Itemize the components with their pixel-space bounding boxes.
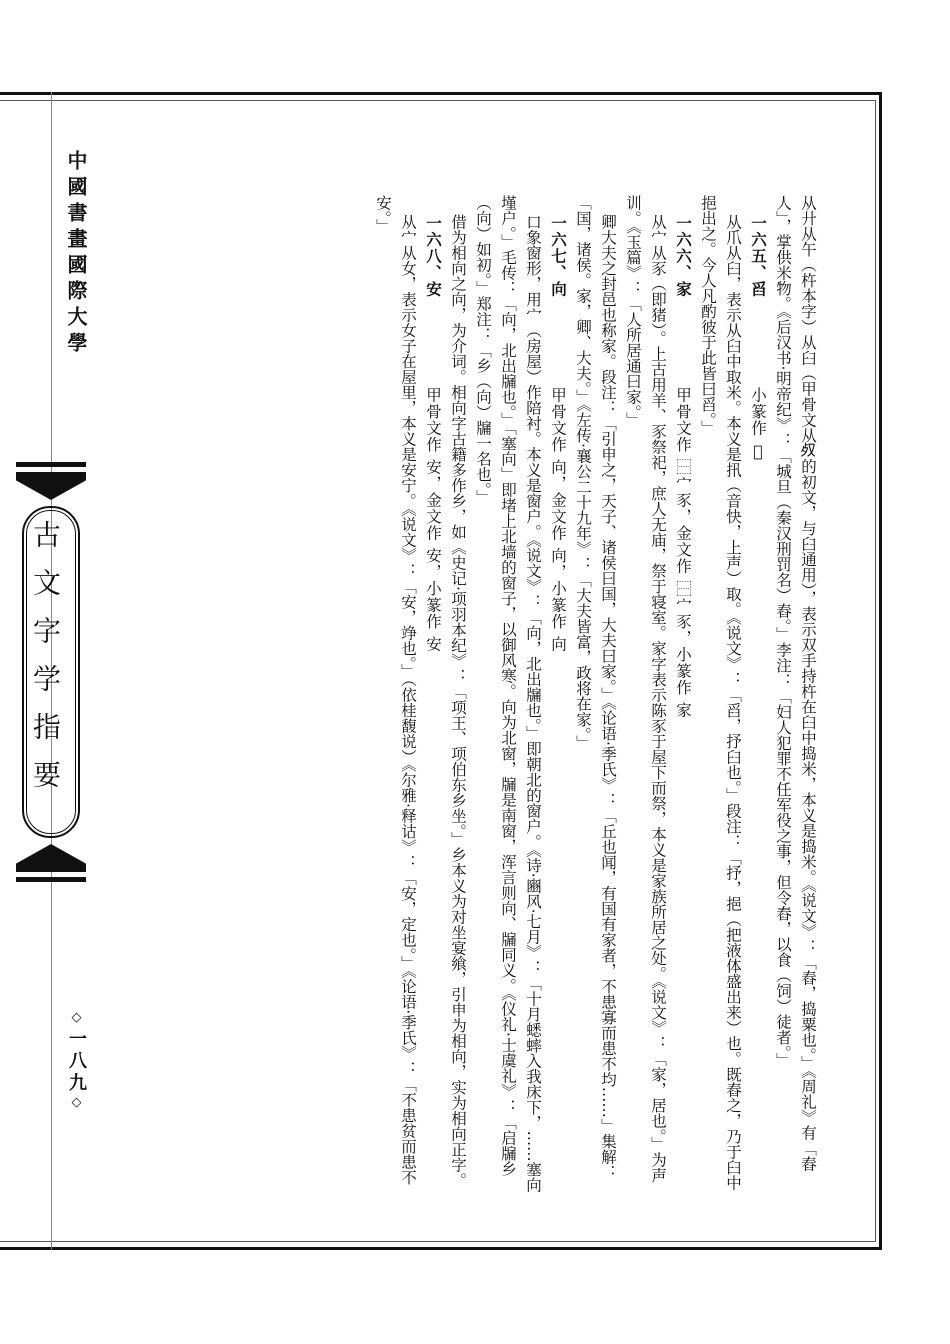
plaque-bar-top [16,462,86,467]
paragraph: 从爪从臼，表示从臼中取米。本义是扟（音快，上声）取。《说文》：「舀，抒臼也。」段注：「抒，挹（把液体盛出来）也。既舂之，乃于臼中挹出之。今人凡酌彼于此皆曰舀。」 [699,195,742,1191]
glyph-note: 小篆作 𦥷 [749,387,767,462]
page-number [63,1010,89,1114]
paragraph: 从宀从豕（即猪）。上古用羊、豕祭祀，庶人无庙，祭于寝室。家字表示陈豕于屋下而祭，本义是家族所居之处。《说文》：「家，居也。」为声训。《玉篇》：「人所居通曰家。」 [624,195,667,1183]
book-title: 古文字学指要 [29,520,62,808]
plaque-cap-top [16,472,86,500]
plaque-bar-bottom [16,877,86,882]
paragraph: 口象窗形，用宀（房屋）作陪衬。本义是窗户。《说文》：「向，北出牖也。」即朝北的窗户。《诗·豳风·七月》：「十月蟋蟀入我床下，……塞向墐户。」毛传：「向，北出牖也。」「塞向」即堵上北墙的窗子，以御风寒。向为北窗，牖是南窗，浑言则向、牖同义。《仪礼·士虞礼》：「启牖乡（向）如初。」郑注：「乡（向）牖一名也。」 [474,195,542,1193]
diamond-icon: ◇ [69,1010,84,1029]
entry-heading [745,215,770,1205]
entry-heading [545,215,570,1205]
entry-title: 一六五、舀 [749,215,767,298]
plaque-cap-bottom [16,844,86,872]
entry-title: 一六七、向 [549,215,567,298]
entry-title: 一六六、家 [674,215,692,298]
glyph-note: 甲骨文作 向，金文作 向，小篆作 向 [549,387,567,653]
paragraph: 借为相向之向，为介词。相向字古籍多作乡，如《史记·项羽本纪》：「项王、项伯东乡坐。」乡本义为对坐宴飨，引申为相向，实为相向正字。 [449,213,467,1188]
entry-title: 一六八、安 [424,215,442,298]
page-number-text: 一八九 [66,1029,87,1095]
paragraph: 从廾从午（杵本字）从臼（甲骨文从𣦼的初文，与臼通用），表示双手持杵在臼中捣米，本义是捣米。《说文》：「舂，捣粟也。」《周礼》有「舂人」，掌供米物。《后汉书·明帝纪》：「城旦（秦汉刑罚名）舂。」李注：「妇人犯罪不任军役之事，但令舂，以食（饲）徒者。」 [774,195,817,1172]
school-name: 中國書畫國際大學 [64,150,88,358]
entry-heading [420,215,445,1205]
glyph-note: 甲骨文作 ⿱宀豕，金文作 ⿱宀豕，小篆作 家 [674,387,692,719]
main-text [160,195,820,1205]
diamond-icon: ◇ [69,1095,84,1114]
entry-heading [670,215,695,1205]
paragraph: 卿大夫之封邑也称家。段注：「引申之，天子、诸侯曰国，大夫曰家。」《论语·季氏》：「丘也闻，有国有家者，不患寡而患不均……」集解：「国，诸侯。家，卿、大夫。」《左传·襄公二十九年》：「大夫皆富，政将在家。」 [574,195,617,1180]
glyph-note: 甲骨文作 安，金文作 安，小篆作 安 [424,387,442,653]
paragraph: 从宀从女，表示女子在屋里，本义是安宁。《说文》：「安，竫也。」（依桂馥说）《尔雅·释诂》：「安，定也。」《论语·季氏》：「不患贫而患不安。」 [374,195,417,1185]
